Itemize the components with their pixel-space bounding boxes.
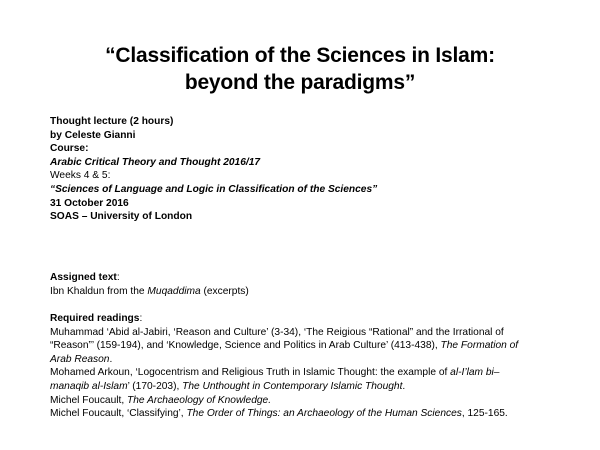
reading-2-pages: ’ (170-203), bbox=[127, 380, 183, 392]
reading-2-book-title: The Unthought in Contemporary Islamic Thought bbox=[182, 380, 403, 392]
reading-1-line-3 bbox=[50, 353, 570, 367]
assigned-text-pre: Ibn Khaldun from the bbox=[50, 285, 148, 297]
assigned-text bbox=[50, 285, 570, 299]
reading-1-line-2 bbox=[50, 339, 570, 353]
reading-1-text: “Reason”’ (159-194), and ‘Knowledge, Science and Politics in Arab Culture’ (413-438), bbox=[50, 340, 441, 352]
assigned-heading-colon: : bbox=[116, 272, 120, 283]
required-heading-line bbox=[50, 312, 570, 326]
lecture-topic: “Sciences of Language and Logic in Classification of the Sciences” bbox=[50, 183, 378, 195]
reading-2-end: . bbox=[402, 380, 406, 392]
reading-1-end: . bbox=[109, 353, 113, 365]
reading-4-pages: , 125-165. bbox=[461, 408, 508, 420]
reading-3 bbox=[50, 394, 570, 408]
required-readings-section bbox=[50, 312, 570, 421]
reading-3-text: Michel Foucault, bbox=[50, 394, 128, 406]
title-line-1: “Classification of the Sciences in Islam: bbox=[105, 44, 495, 67]
reading-3-book-title: The Archaeology of Knowledge. bbox=[127, 394, 272, 406]
institution: SOAS – University of London bbox=[50, 211, 193, 223]
reading-4-text: Michel Foucault, ‘Classifying’, bbox=[50, 408, 187, 420]
reading-2-line-2 bbox=[50, 380, 570, 394]
lecture-type: Thought lecture (2 hours) bbox=[50, 116, 174, 127]
reading-4-book-title: The Order of Things: an Archaeology of the Human Sciences bbox=[186, 408, 462, 420]
assigned-heading: Assigned text bbox=[50, 272, 117, 283]
assigned-text-section bbox=[50, 271, 570, 298]
lecture-info bbox=[50, 115, 570, 224]
page-title bbox=[0, 42, 600, 96]
assigned-heading-line bbox=[50, 271, 570, 285]
reading-2-text: Mohamed Arkoun, ‘Logocentrism and Religious Truth in Islamic Thought: the example of bbox=[50, 367, 451, 379]
reading-1-book-title-cont: Arab Reason bbox=[50, 353, 110, 365]
reading-1-line-1: Muhammad ‘Abid al-Jabiri, ‘Reason and Culture’ (3-34), ‘The Reigious “Rational” and the Irrational of bbox=[50, 326, 504, 338]
required-heading-colon: : bbox=[139, 313, 143, 324]
reading-2-work-title: al-I’lam bi– bbox=[450, 367, 500, 379]
weeks-label: Weeks 4 & 5: bbox=[50, 170, 111, 182]
course-name: Arabic Critical Theory and Thought 2016/17 bbox=[50, 156, 261, 168]
course-label: Course: bbox=[50, 143, 89, 155]
reading-1-book-title: The Formation of bbox=[440, 340, 519, 352]
lecture-date: 31 October 2016 bbox=[50, 197, 129, 209]
required-heading: Required readings bbox=[50, 313, 140, 324]
assigned-text-post: (excerpts) bbox=[200, 285, 249, 297]
assigned-text-title: Muqaddima bbox=[147, 285, 201, 297]
reading-2-line-1 bbox=[50, 366, 570, 380]
reading-4 bbox=[50, 407, 570, 421]
reading-2-work-title-cont: manaqib al-Islam bbox=[50, 380, 128, 392]
title-line-2: beyond the paradigms” bbox=[184, 71, 416, 94]
lecture-author: by Celeste Gianni bbox=[50, 129, 136, 141]
